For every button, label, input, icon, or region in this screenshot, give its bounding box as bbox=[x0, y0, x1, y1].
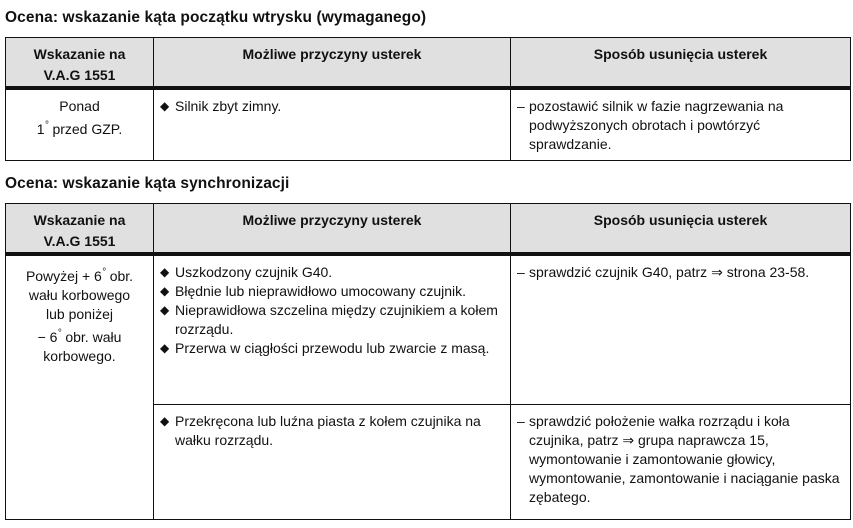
dash-bullet-icon: – bbox=[517, 412, 525, 429]
cause-item: ◆ Silnik zbyt zimny. bbox=[160, 98, 282, 114]
diamond-bullet-icon: ◆ bbox=[160, 284, 170, 298]
remedies-cell bbox=[511, 254, 851, 404]
remedies-cell bbox=[511, 88, 851, 161]
dash-bullet-icon: – bbox=[517, 98, 525, 114]
cause-item: ◆ Przekręcona lub luźna piasta z kołem czujnika na wałku rozrządu. bbox=[160, 412, 481, 448]
sync-angle-table bbox=[5, 203, 851, 520]
causes-cell bbox=[154, 254, 511, 404]
cause-item: ◆ Przerwa w ciągłości przewodu lub zwarcie z masą. bbox=[160, 340, 490, 356]
table-row bbox=[6, 88, 851, 161]
remedies-cell bbox=[511, 404, 851, 519]
cause-item: ◆ Uszkodzony czujnik G40. bbox=[160, 264, 333, 280]
diamond-bullet-icon: ◆ bbox=[160, 99, 170, 113]
causes-cell bbox=[154, 404, 511, 519]
header-causes: Możliwe przyczyny usterek bbox=[154, 204, 511, 255]
indication-cell: Ponad 1° przed GZP. bbox=[6, 88, 154, 161]
remedy-item: – pozostawić silnik w fazie nagrzewania na podwyższonych obrotach i powtórzyć sprawdzanie. bbox=[517, 98, 784, 152]
table-row bbox=[6, 254, 851, 404]
diamond-bullet-icon: ◆ bbox=[160, 341, 170, 355]
diamond-bullet-icon: ◆ bbox=[160, 413, 170, 428]
section-title-injection-start: Ocena: wskazanie kąta początku wtrysku (wymaganego) bbox=[5, 9, 427, 26]
header-indication: Wskazanie na V.A.G 1551 bbox=[6, 38, 154, 89]
injection-start-table bbox=[5, 37, 851, 161]
table-header-row bbox=[6, 38, 851, 89]
remedy-item: – sprawdzić czujnik G40, patrz ⇒ strona 23-58. bbox=[517, 264, 810, 280]
cause-item: ◆ Nieprawidłowa szczelina między czujnikiem a kołem rozrządu. bbox=[160, 302, 498, 337]
diamond-bullet-icon: ◆ bbox=[160, 265, 170, 279]
dash-bullet-icon: – bbox=[517, 264, 525, 280]
table-header-row bbox=[6, 204, 851, 255]
section-title-sync-angle: Ocena: wskazanie kąta synchronizacji bbox=[5, 175, 290, 192]
indication-cell: Powyżej + 6° obr. wału korbowego lub poniżej − 6° obr. wału korbowego. bbox=[6, 254, 154, 519]
causes-cell bbox=[154, 88, 511, 161]
remedy-item: – sprawdzić położenie wałka rozrządu i koła czujnika, patrz ⇒ grupa naprawcza 15, wymontowanie i zamontowanie głowicy, wymontowanie, zamontowanie i naciąganie paska zębatego. bbox=[517, 412, 840, 505]
header-causes: Możliwe przyczyny usterek bbox=[154, 38, 511, 89]
diamond-bullet-icon: ◆ bbox=[160, 303, 170, 317]
cause-item: ◆ Błędnie lub nieprawidłowo umocowany czujnik. bbox=[160, 283, 467, 299]
header-indication: Wskazanie na V.A.G 1551 bbox=[6, 204, 154, 255]
header-remedies: Sposób usunięcia usterek bbox=[511, 38, 851, 89]
header-remedies: Sposób usunięcia usterek bbox=[511, 204, 851, 255]
